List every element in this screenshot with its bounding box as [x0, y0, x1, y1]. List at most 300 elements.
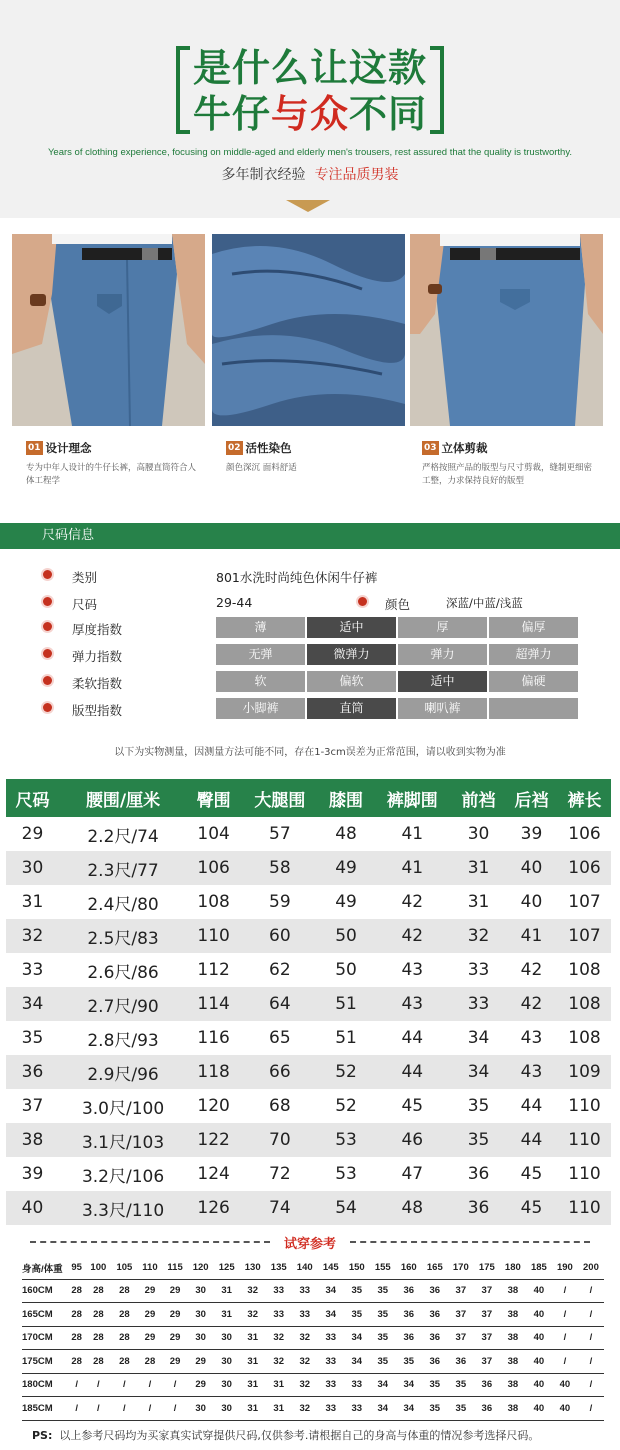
size-suggestion: 33	[292, 1279, 318, 1303]
size-cell: 33	[467, 960, 490, 980]
size-cell: 42	[401, 892, 424, 912]
size-cell: 72	[269, 1164, 291, 1184]
weight-header: 125	[214, 1257, 240, 1279]
size-suggestion: 37	[448, 1326, 474, 1350]
size-suggestion: 35	[396, 1350, 422, 1374]
size-suggestion: 31	[214, 1303, 240, 1327]
size-cell: 108	[197, 892, 230, 912]
weight-header: 身高/体重	[22, 1257, 68, 1279]
size-cell: 33	[21, 960, 44, 980]
size-cell: 114	[187, 987, 240, 1021]
size-suggestion: 28	[111, 1303, 137, 1327]
feature-desc: 严格按照产品的版型与尺寸剪裁，缝制更细密工整，力求保持良好的版型	[422, 463, 593, 486]
size-suggestion: 32	[292, 1350, 318, 1374]
bullet-icon	[43, 676, 52, 685]
size-cell: 110	[568, 1164, 601, 1184]
size-suggestion: /	[68, 1397, 85, 1421]
size-suggestion: /	[111, 1373, 137, 1397]
size-cell: 48	[335, 824, 357, 844]
ps-note: PS: 以上参考尺码均为买家真实试穿提供尺码,仅供参考.请根据自己的身高与体重的情况参考选择尺码。	[32, 1429, 540, 1442]
softness-scale	[216, 671, 578, 692]
size-suggestion: 32	[240, 1303, 266, 1327]
size-suggestion: 36	[448, 1350, 474, 1374]
feature-desc: 专为中年人设计的牛仔长裤，高腰直筒符合人体工程学	[26, 463, 197, 486]
size-suggestion: /	[163, 1397, 188, 1421]
try-on-table	[22, 1257, 604, 1421]
size-cell: 33	[452, 987, 505, 1021]
size-cell: 59	[269, 892, 291, 912]
size-suggestion: 28	[68, 1279, 85, 1303]
size-cell: 40	[505, 851, 558, 885]
bullet-icon	[43, 649, 52, 658]
try-on-row	[22, 1373, 604, 1397]
weight-header: 190	[552, 1257, 578, 1279]
size-suggestion: /	[85, 1373, 111, 1397]
scale-option	[489, 698, 578, 719]
size-cell: 46	[373, 1123, 452, 1157]
feature-number: 01	[28, 443, 41, 453]
fit-scale	[216, 698, 578, 719]
size-suggestion: 29	[137, 1303, 162, 1327]
size-suggestion: 36	[474, 1397, 500, 1421]
size-cell: 44	[520, 1096, 543, 1116]
size-suggestion: 34	[370, 1373, 396, 1397]
size-cell: 40	[520, 892, 543, 912]
size-suggestion: 30	[188, 1279, 214, 1303]
size-suggestion: 29	[137, 1326, 162, 1350]
size-suggestion: 35	[370, 1350, 396, 1374]
feature-number: 02	[228, 443, 241, 453]
size-suggestion: 38	[500, 1303, 526, 1327]
height-label: 165CM	[22, 1303, 68, 1327]
size-suggestion: 40	[526, 1373, 552, 1397]
col-header: 腰围/厘米	[59, 779, 187, 817]
size-cell: 66	[240, 1055, 319, 1089]
size-suggestion: 31	[240, 1397, 266, 1421]
weight-header: 120	[188, 1257, 214, 1279]
height-label: 185CM	[22, 1397, 68, 1421]
try-on-row	[22, 1303, 604, 1327]
size-suggestion: 40	[526, 1397, 552, 1421]
thickness-row	[0, 617, 620, 639]
size-cell: 106	[558, 851, 611, 885]
size-cell: 110	[187, 919, 240, 953]
size-suggestion: 35	[344, 1303, 370, 1327]
size-cell: 2.7尺/90	[59, 987, 187, 1021]
size-cell: 36	[6, 1055, 59, 1089]
col-header: 臀围	[187, 779, 240, 817]
size-suggestion: 30	[188, 1303, 214, 1327]
size-cell: 41	[505, 919, 558, 953]
size-cell: 30	[6, 851, 59, 885]
size-suggestion: 35	[370, 1279, 396, 1303]
size-suggestion: /	[68, 1373, 85, 1397]
size-cell: 106	[187, 851, 240, 885]
size-cell: 47	[401, 1164, 424, 1184]
size-suggestion: /	[137, 1397, 162, 1421]
headline-line2: 牛仔与众不同	[192, 92, 428, 136]
weight-header: 140	[292, 1257, 318, 1279]
size-suggestion: 30	[214, 1397, 240, 1421]
size-cell: 43	[401, 960, 424, 980]
size-cell: 50	[320, 919, 373, 953]
weight-header: 160	[396, 1257, 422, 1279]
scale-option-selected: 适中	[307, 617, 396, 638]
weight-header: 115	[163, 1257, 188, 1279]
size-cell: 51	[320, 987, 373, 1021]
col-header: 尺码	[6, 779, 59, 817]
size-cell: 43	[373, 987, 452, 1021]
size-suggestion: /	[111, 1397, 137, 1421]
size-suggestion: 32	[266, 1326, 292, 1350]
height-label: 175CM	[22, 1350, 68, 1374]
weight-header: 155	[370, 1257, 396, 1279]
size-label: 尺码	[72, 597, 98, 612]
try-on-row	[22, 1397, 604, 1421]
size-suggestion: /	[137, 1373, 162, 1397]
size-cell: 110	[558, 1123, 611, 1157]
size-suggestion: 38	[500, 1397, 526, 1421]
size-suggestion: 33	[344, 1373, 370, 1397]
size-suggestion: 40	[526, 1303, 552, 1327]
scale-option: 偏厚	[489, 617, 578, 638]
size-cell: 109	[558, 1055, 611, 1089]
size-cell: 112	[197, 960, 230, 980]
size-cell: 34	[452, 1055, 505, 1089]
size-cell: 31	[452, 851, 505, 885]
scale-option-selected: 适中	[398, 671, 487, 692]
bullet-icon	[43, 570, 52, 579]
size-cell: 108	[568, 1028, 601, 1048]
size-cell: 31	[21, 892, 44, 912]
col-header: 裤长	[558, 779, 611, 817]
elastic-label: 弹力指数	[72, 649, 123, 664]
feature-dyeing	[226, 440, 416, 475]
bullet-icon	[43, 703, 52, 712]
scale-option: 小脚裤	[216, 698, 305, 719]
size-suggestion: 34	[318, 1303, 344, 1327]
size-suggestion: 36	[396, 1279, 422, 1303]
size-suggestion: 28	[85, 1350, 111, 1374]
size-cell: 44	[401, 1028, 424, 1048]
size-value: 29-44	[216, 595, 253, 610]
size-cell: 32	[452, 919, 505, 953]
size-suggestion: 36	[396, 1326, 422, 1350]
feature-title: 活性染色	[245, 441, 292, 455]
size-suggestion: 28	[111, 1326, 137, 1350]
size-suggestion: 36	[474, 1373, 500, 1397]
size-suggestion: 31	[240, 1326, 266, 1350]
size-cell: 50	[335, 960, 357, 980]
size-suggestion: 33	[266, 1279, 292, 1303]
col-header: 前裆	[452, 779, 505, 817]
size-suggestion: /	[552, 1326, 578, 1350]
size-cell: 31	[467, 892, 490, 912]
jeans-front-photo	[12, 234, 205, 426]
size-cell: 110	[558, 1191, 611, 1225]
size-suggestion: 33	[318, 1326, 344, 1350]
elastic-row	[0, 644, 620, 666]
size-suggestion: /	[552, 1279, 578, 1303]
size-cell: 51	[335, 1028, 357, 1048]
weight-header: 175	[474, 1257, 500, 1279]
scale-option: 偏硬	[489, 671, 578, 692]
size-suggestion: 36	[422, 1279, 448, 1303]
size-suggestion: 37	[474, 1279, 500, 1303]
try-on-row	[22, 1279, 604, 1303]
bullet-icon	[358, 597, 367, 606]
try-on-row	[22, 1326, 604, 1350]
size-cell: 108	[558, 987, 611, 1021]
size-suggestion: /	[163, 1373, 188, 1397]
size-table-row	[6, 885, 611, 919]
col-header: 大腿围	[240, 779, 319, 817]
size-suggestion: /	[578, 1326, 604, 1350]
size-suggestion: 37	[474, 1350, 500, 1374]
size-suggestion: 40	[526, 1326, 552, 1350]
size-table-row	[6, 987, 611, 1021]
size-suggestion: 33	[318, 1397, 344, 1421]
size-suggestion: 28	[68, 1350, 85, 1374]
size-cell: 64	[240, 987, 319, 1021]
size-suggestion: 38	[500, 1326, 526, 1350]
size-table-row	[6, 1089, 611, 1123]
size-table-row	[6, 1157, 611, 1191]
thickness-scale	[216, 617, 578, 638]
size-cell: 37	[21, 1096, 44, 1116]
size-cell: 39	[21, 1164, 44, 1184]
try-on-title: 试穿参考	[283, 1237, 336, 1252]
size-suggestion: 30	[188, 1397, 214, 1421]
scale-option: 偏软	[307, 671, 396, 692]
size-suggestion: 36	[422, 1303, 448, 1327]
col-header: 膝围	[320, 779, 373, 817]
size-suggestion: 34	[396, 1397, 422, 1421]
size-suggestion: 34	[370, 1397, 396, 1421]
scale-option: 厚	[398, 617, 487, 638]
elastic-scale	[216, 644, 578, 665]
size-suggestion: /	[578, 1350, 604, 1374]
fit-row	[0, 698, 620, 720]
size-suggestion: 36	[422, 1326, 448, 1350]
feature-title: 立体剪裁	[441, 441, 488, 455]
try-on-header	[22, 1257, 604, 1279]
size-suggestion: 36	[396, 1303, 422, 1327]
size-suggestion: 31	[240, 1373, 266, 1397]
size-cell: 41	[401, 824, 424, 844]
scale-option-selected: 直筒	[307, 698, 396, 719]
weight-header: 200	[578, 1257, 604, 1279]
size-cell: 44	[373, 1055, 452, 1089]
size-suggestion: 37	[474, 1326, 500, 1350]
size-suggestion: 32	[292, 1326, 318, 1350]
size-cell: 3.1尺/103	[59, 1123, 187, 1157]
size-cell: 68	[269, 1096, 291, 1116]
size-cell: 34	[6, 987, 59, 1021]
size-suggestion: 29	[163, 1326, 188, 1350]
size-suggestion: 35	[448, 1397, 474, 1421]
size-cell: 65	[269, 1028, 291, 1048]
size-table-row	[6, 851, 611, 885]
size-suggestion: 36	[422, 1350, 448, 1374]
weight-header: 135	[266, 1257, 292, 1279]
size-cell: 36	[467, 1164, 490, 1184]
size-table	[6, 779, 611, 1225]
size-suggestion: 40	[526, 1279, 552, 1303]
size-table-row	[6, 1021, 611, 1055]
size-suggestion: /	[578, 1373, 604, 1397]
size-suggestion: 37	[474, 1303, 500, 1327]
size-suggestion: 38	[500, 1350, 526, 1374]
weight-header: 95	[68, 1257, 85, 1279]
size-cell: 44	[505, 1123, 558, 1157]
scale-option: 弹力	[398, 644, 487, 665]
size-cell: 126	[187, 1191, 240, 1225]
size-cell: 40	[6, 1191, 59, 1225]
col-header: 裤脚围	[373, 779, 452, 817]
feature-desc: 颜色深沉 面料舒适	[226, 463, 297, 473]
size-cell: 35	[21, 1028, 44, 1048]
size-cell: 2.6尺/86	[87, 962, 159, 983]
size-suggestion: 29	[137, 1279, 162, 1303]
size-table-header	[6, 779, 611, 817]
size-cell: 70	[240, 1123, 319, 1157]
weight-header: 170	[448, 1257, 474, 1279]
size-suggestion: 29	[163, 1279, 188, 1303]
jeans-side-photo	[410, 234, 603, 426]
weight-header: 150	[344, 1257, 370, 1279]
divider	[350, 1241, 590, 1243]
bullet-icon	[43, 597, 52, 606]
size-table-row	[6, 919, 611, 953]
category-row	[0, 565, 620, 587]
size-cell: 54	[320, 1191, 373, 1225]
size-suggestion: 30	[214, 1326, 240, 1350]
size-cell: 49	[320, 851, 373, 885]
headline-line1: 是什么让这款	[192, 46, 427, 90]
size-suggestion: 40	[526, 1350, 552, 1374]
measurement-note: 以下为实物测量，因测量方法可能不同，存在1-3cm误差为正常范围，请以收到实物为准	[114, 747, 506, 758]
feature-design	[26, 440, 216, 488]
feature-cutting	[422, 440, 612, 488]
size-suggestion: 28	[85, 1326, 111, 1350]
size-table-row	[6, 1055, 611, 1089]
color-label: 颜色	[385, 597, 411, 612]
size-suggestion: /	[578, 1303, 604, 1327]
size-cell: 52	[320, 1055, 373, 1089]
size-suggestion: 28	[137, 1350, 162, 1374]
size-suggestion: 32	[292, 1373, 318, 1397]
size-suggestion: 28	[85, 1303, 111, 1327]
scale-option: 无弹	[216, 644, 305, 665]
softness-row	[0, 671, 620, 693]
thickness-label: 厚度指数	[72, 622, 123, 637]
size-cell: 2.8尺/93	[87, 1030, 159, 1051]
size-cell: 116	[197, 1028, 230, 1048]
bullet-icon	[43, 622, 52, 631]
size-suggestion: 38	[500, 1373, 526, 1397]
size-cell: 52	[335, 1096, 357, 1116]
size-suggestion: 33	[318, 1373, 344, 1397]
size-suggestion: 30	[214, 1350, 240, 1374]
size-suggestion: /	[85, 1397, 111, 1421]
size-suggestion: 32	[240, 1279, 266, 1303]
height-label: 160CM	[22, 1279, 68, 1303]
size-cell: 124	[197, 1164, 230, 1184]
size-suggestion: 34	[344, 1350, 370, 1374]
fit-label: 版型指数	[72, 703, 123, 718]
sub-tagline: 多年制衣经验 专注品质男装	[221, 167, 399, 183]
size-table-row	[6, 1123, 611, 1157]
size-suggestion: /	[578, 1279, 604, 1303]
size-suggestion: 32	[292, 1397, 318, 1421]
size-cell: 3.3尺/110	[59, 1191, 187, 1225]
weight-header: 100	[85, 1257, 111, 1279]
size-suggestion: 35	[370, 1326, 396, 1350]
scale-option: 超弹力	[489, 644, 578, 665]
weight-header: 180	[500, 1257, 526, 1279]
size-suggestion: 31	[240, 1350, 266, 1374]
size-cell: 53	[320, 1123, 373, 1157]
divider	[30, 1241, 270, 1243]
weight-header: 145	[318, 1257, 344, 1279]
size-cell: 35	[467, 1096, 490, 1116]
size-cell: 122	[187, 1123, 240, 1157]
size-cell: 42	[505, 987, 558, 1021]
height-label: 180CM	[22, 1373, 68, 1397]
size-cell: 120	[197, 1096, 230, 1116]
size-suggestion: 40	[552, 1373, 578, 1397]
weight-header: 105	[111, 1257, 137, 1279]
size-suggestion: 40	[552, 1397, 578, 1421]
category-value: 801水洗时尚纯色休闲牛仔裤	[216, 570, 378, 585]
col-header: 后裆	[505, 779, 558, 817]
scale-option: 喇叭裤	[398, 698, 487, 719]
size-suggestion: 33	[266, 1303, 292, 1327]
size-suggestion: 30	[188, 1326, 214, 1350]
size-suggestion: 29	[188, 1350, 214, 1374]
size-cell: 3.0尺/100	[81, 1098, 165, 1119]
size-cell: 2.9尺/96	[59, 1055, 187, 1089]
size-suggestion: 32	[266, 1350, 292, 1374]
hero-banner	[0, 0, 620, 218]
weight-header: 110	[137, 1257, 162, 1279]
size-cell: 42	[373, 919, 452, 953]
size-cell: 2.2尺/74	[87, 826, 159, 847]
size-suggestion: 28	[68, 1303, 85, 1327]
size-suggestion: 28	[111, 1350, 137, 1374]
size-cell: 41	[373, 851, 452, 885]
size-table-row	[6, 953, 611, 987]
size-cell: 2.5尺/83	[59, 919, 187, 953]
size-table-row	[6, 817, 611, 851]
size-suggestion: /	[578, 1397, 604, 1421]
size-suggestion: 30	[214, 1373, 240, 1397]
size-cell: 3.2尺/106	[81, 1166, 165, 1187]
weight-header: 165	[422, 1257, 448, 1279]
size-cell: 60	[240, 919, 319, 953]
size-cell: 38	[6, 1123, 59, 1157]
size-cell: 2.3尺/77	[59, 851, 187, 885]
size-cell: 42	[520, 960, 543, 980]
size-cell: 108	[568, 960, 601, 980]
scale-option: 薄	[216, 617, 305, 638]
size-cell: 32	[6, 919, 59, 953]
color-value: 深蓝/中蓝/浅蓝	[446, 596, 523, 610]
size-suggestion: 38	[500, 1279, 526, 1303]
size-cell: 45	[401, 1096, 424, 1116]
size-cell: 48	[373, 1191, 452, 1225]
